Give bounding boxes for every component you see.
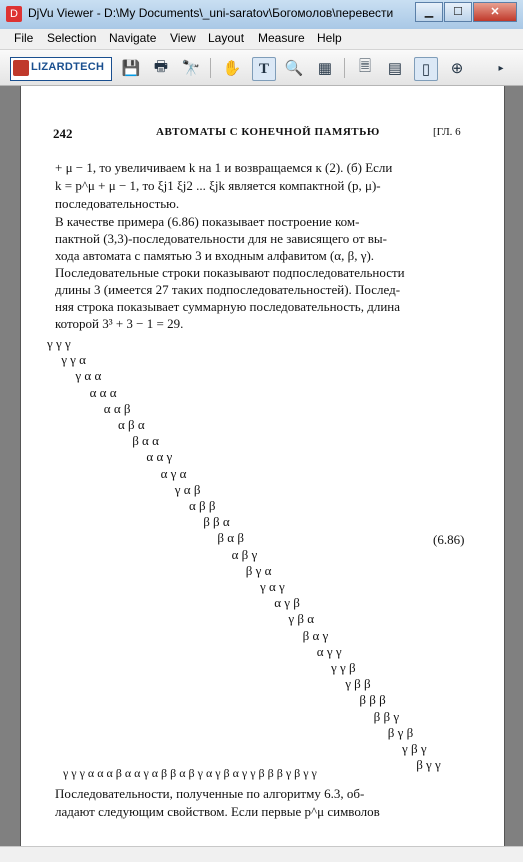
page-number: 242: [53, 126, 73, 141]
subsequence-row: β β α: [203, 514, 230, 530]
status-bar: [0, 846, 523, 862]
menu-view[interactable]: View: [170, 31, 196, 45]
footer-line: ладают следующим свойством. Если первые p^μ символов: [55, 804, 380, 819]
equation-number: (6.86): [433, 532, 465, 547]
text-select-icon[interactable]: T: [252, 57, 276, 81]
footer-line: Последовательности, полученные по алгоритму 6.3, об-: [55, 786, 365, 801]
subsequence-row: α α γ: [146, 449, 173, 465]
chapter-label: [ГЛ. 6: [433, 126, 461, 138]
document-page: [20, 86, 505, 846]
logo-text: LIZARDTECH: [31, 61, 105, 73]
subsequence-row: γ γ β: [331, 660, 356, 675]
subsequence-row: α β α: [118, 417, 145, 432]
menu-bar: [0, 29, 523, 50]
body-line: пактной (3,3)-последовательности для не зависящего от вы-: [55, 231, 387, 246]
facing-icon[interactable]: ▯: [414, 57, 438, 81]
print-icon[interactable]: 🖶: [153, 57, 169, 75]
subsequence-row: α α β: [103, 400, 131, 416]
subsequence-row: α γ β: [274, 595, 300, 611]
body-line: В качестве примера (6.86) показывает построение ком-: [55, 214, 360, 229]
subsequence-row: α β β: [189, 498, 216, 513]
subsequence-row: α γ γ: [316, 643, 342, 659]
title-bar: [0, 0, 523, 30]
subsequence-row: γ β α: [288, 611, 315, 627]
subsequence-row: α α α: [89, 384, 117, 400]
body-line: которой 3³ + 3 − 1 = 29.: [55, 316, 184, 331]
menu-measure[interactable]: Measure: [258, 31, 305, 45]
find-icon[interactable]: 🔭: [181, 60, 201, 77]
subsequence-row: β β γ: [373, 708, 400, 724]
toolbar: [0, 50, 523, 86]
zoom-icon[interactable]: 🔍: [284, 60, 304, 77]
page-icon[interactable]: 🗏: [358, 57, 372, 75]
body-line: няя строка показывает суммарную последовательность, длина: [55, 299, 401, 314]
thumbnail-icon[interactable]: ▦: [317, 60, 333, 77]
subsequence-row: β γ α: [245, 562, 272, 578]
body-line: длины 3 (имеется 27 таких подпоследовательностей). Послед-: [55, 282, 401, 297]
document-viewport[interactable]: [0, 86, 523, 861]
subsequence-row: α β γ: [231, 546, 258, 562]
body-line: Последовательные строки показывают подпоследовательности: [55, 265, 405, 280]
subsequence-row: β β β: [359, 692, 386, 708]
zoom-in-icon[interactable]: ⊕: [450, 60, 464, 77]
menu-layout[interactable]: Layout: [208, 31, 245, 45]
menu-help[interactable]: Help: [317, 31, 342, 45]
window-title: DjVu Viewer - D:\My Documents\_uni-saratov\Богомолов\перевести: [28, 6, 394, 20]
subsequence-row: γ α γ: [260, 579, 285, 594]
body-line: + μ − 1, то увеличиваем k на 1 и возвращаемся к (2). (б) Если: [55, 160, 393, 175]
toolbar-separator: [344, 58, 345, 78]
subsequence-row: β γ β: [387, 724, 414, 740]
menu-file[interactable]: File: [14, 31, 34, 45]
menu-selection[interactable]: Selection: [47, 31, 97, 45]
maximize-button[interactable]: ☐: [444, 2, 472, 22]
save-icon[interactable]: 💾: [121, 60, 141, 77]
toolbar-separator: [210, 58, 211, 78]
djvu-app-icon[interactable]: D: [6, 6, 22, 22]
subsequence-row: β α β: [217, 530, 244, 546]
window-controls: [414, 2, 517, 22]
running-head: АВТОМАТЫ С КОНЕЧНОЙ ПАМЯТЬЮ: [156, 126, 380, 138]
body-line: хода автомата с памятью 3 и входным алфавитом (α, β, γ).: [55, 248, 375, 263]
subsequence-row: γ β γ: [402, 741, 427, 756]
subsequence-row: γ β β: [345, 676, 371, 692]
subsequence-row: β α γ: [302, 627, 329, 643]
subsequence-row: γ α α: [75, 368, 102, 384]
summary-sequence: γ γ γ α α α β α α γ α β β α β γ α γ β α γ γ β β β γ β γ γ: [63, 766, 317, 780]
subsequence-row: γ α β: [174, 481, 201, 497]
continuous-icon[interactable]: ▤: [387, 60, 403, 77]
menu-navigate[interactable]: Navigate: [109, 31, 157, 45]
lizardtech-logo[interactable]: [10, 57, 112, 81]
body-line: k = p^μ + μ − 1, то ξj1 ξj2 ... ξjk является компактной (p, μ)-: [55, 178, 381, 193]
subsequence-row: β α α: [132, 433, 159, 449]
subsequence-row: γ γ α: [61, 352, 86, 368]
minimize-button[interactable]: ▁: [415, 2, 443, 22]
subsequence-row: α γ α: [160, 465, 187, 481]
toolbar-overflow-icon[interactable]: ▸: [498, 62, 504, 74]
close-button[interactable]: ✕: [473, 2, 517, 22]
lizard-icon: [13, 60, 29, 76]
subsequence-row: β γ γ: [416, 757, 441, 773]
body-line: последовательностью.: [55, 196, 180, 211]
subsequence-row: γ γ γ: [47, 336, 71, 351]
hand-icon[interactable]: ✋: [222, 60, 242, 77]
